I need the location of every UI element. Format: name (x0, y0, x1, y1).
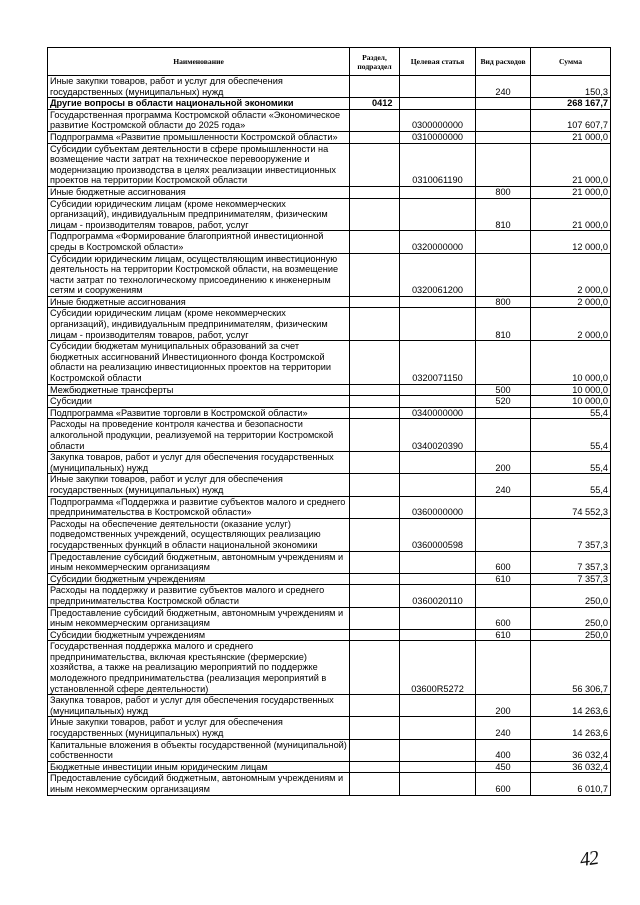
table-row (48, 739, 611, 761)
cell-target: 0320061200 (400, 253, 476, 296)
cell-target: 0320000000 (400, 231, 476, 253)
cell-section (350, 109, 400, 131)
cell-name: Капитальные вложения в объекты государственной (муниципальной) собственности (48, 739, 350, 761)
table-row (48, 496, 611, 518)
cell-section (350, 143, 400, 186)
cell-section (350, 76, 400, 98)
cell-sum: 55,4 (531, 452, 611, 474)
cell-sum: 55,4 (531, 419, 611, 452)
cell-kind: 810 (476, 308, 531, 341)
cell-section (350, 551, 400, 573)
cell-section (350, 419, 400, 452)
table-row (48, 641, 611, 695)
cell-sum: 250,0 (531, 607, 611, 629)
table-row (48, 474, 611, 496)
cell-section (350, 629, 400, 641)
table-row (48, 419, 611, 452)
cell-section (350, 198, 400, 231)
table-row (48, 253, 611, 296)
cell-name: Предоставление субсидий бюджетным, автономным учреждениям и иным некоммерческим организациям (48, 551, 350, 573)
cell-target (400, 296, 476, 308)
table-row (48, 773, 611, 795)
table-row (48, 98, 611, 110)
cell-kind (476, 641, 531, 695)
cell-kind: 600 (476, 551, 531, 573)
cell-kind: 240 (476, 76, 531, 98)
handwritten-page-number: 42 (578, 846, 600, 872)
cell-name: Подпрограмма «Поддержка и развитие субъектов малого и среднего предпринимательства в Костромской области» (48, 496, 350, 518)
cell-target (400, 773, 476, 795)
cell-kind: 500 (476, 384, 531, 396)
cell-target (400, 573, 476, 585)
cell-sum: 36 032,4 (531, 739, 611, 761)
cell-name: Субсидии юридическим лицам (кроме некоммерческих организаций), индивидуальным предпринимателям, физическим лицам - производителям товаров, работ, услуг (48, 308, 350, 341)
table-row (48, 585, 611, 607)
table-row (48, 573, 611, 585)
cell-sum: 150,3 (531, 76, 611, 98)
cell-kind (476, 341, 531, 384)
table-body (48, 76, 611, 796)
column-header-kind: Вид расходов (476, 48, 531, 76)
cell-name: Субсидии субъектам деятельности в сфере промышленности на возмещение части затрат на техническое перевооружение и модернизацию производства в целях реализации инвестиционных проектов на территории Костромской области (48, 143, 350, 186)
cell-name: Расходы на поддержку и развитие субъектов малого и среднего предпринимательства Костромской области (48, 585, 350, 607)
cell-target (400, 198, 476, 231)
cell-section (350, 573, 400, 585)
column-header-sum: Сумма (531, 48, 611, 76)
cell-section (350, 407, 400, 419)
cell-sum: 10 000,0 (531, 341, 611, 384)
cell-target (400, 308, 476, 341)
cell-sum: 56 306,7 (531, 641, 611, 695)
table-row (48, 143, 611, 186)
cell-name: Субсидии бюджетам муниципальных образований за счет бюджетных ассигнований Инвестиционного фонда Костромской области на реализацию инвестиционных проектов на территории Костромской области (48, 341, 350, 384)
cell-section (350, 739, 400, 761)
cell-section (350, 253, 400, 296)
table-row (48, 518, 611, 551)
cell-section (350, 341, 400, 384)
cell-sum: 21 000,0 (531, 186, 611, 198)
cell-target (400, 551, 476, 573)
cell-name: Подпрограмма «Формирование благоприятной инвестиционной среды в Костромской области» (48, 231, 350, 253)
cell-sum: 55,4 (531, 407, 611, 419)
table-row (48, 296, 611, 308)
cell-sum: 12 000,0 (531, 231, 611, 253)
column-header-name: Наименование (48, 48, 350, 76)
cell-name: Иные закупки товаров, работ и услуг для обеспечения государственных (муниципальных) нужд (48, 717, 350, 739)
cell-section (350, 452, 400, 474)
cell-name: Иные бюджетные ассигнования (48, 296, 350, 308)
cell-section (350, 761, 400, 773)
cell-target: 0360000000 (400, 496, 476, 518)
cell-sum: 21 000,0 (531, 198, 611, 231)
cell-target (400, 474, 476, 496)
cell-target (400, 76, 476, 98)
cell-target (400, 452, 476, 474)
table-row (48, 551, 611, 573)
cell-target: 0300000000 (400, 109, 476, 131)
cell-kind (476, 518, 531, 551)
table-row (48, 231, 611, 253)
cell-sum: 10 000,0 (531, 384, 611, 396)
cell-name: Бюджетные инвестиции иным юридическим лицам (48, 761, 350, 773)
cell-kind (476, 131, 531, 143)
cell-sum: 21 000,0 (531, 131, 611, 143)
cell-sum: 55,4 (531, 474, 611, 496)
cell-section (350, 773, 400, 795)
cell-sum: 14 263,6 (531, 717, 611, 739)
cell-kind (476, 231, 531, 253)
cell-name: Государственная программа Костромской области «Экономическое развитие Костромской области до 2025 года» (48, 109, 350, 131)
cell-target: 0340000000 (400, 407, 476, 419)
cell-section (350, 641, 400, 695)
table-row (48, 407, 611, 419)
cell-target: 0320071150 (400, 341, 476, 384)
cell-name: Государственная поддержка малого и среднего предпринимательства, включая крестьянские (фермерские) хозяйства, а также на реализацию мероприятий по поддержке молодежного предпринимательства (реализация мероприятий в установленной сфере деятельности) (48, 641, 350, 695)
cell-section (350, 231, 400, 253)
cell-target (400, 186, 476, 198)
table-row (48, 308, 611, 341)
cell-kind: 800 (476, 296, 531, 308)
cell-name: Предоставление субсидий бюджетным, автономным учреждениям и иным некоммерческим организациям (48, 607, 350, 629)
cell-name: Расходы на проведение контроля качества и безопасности алкогольной продукции, реализуемой на территории Костромской области (48, 419, 350, 452)
cell-kind: 450 (476, 761, 531, 773)
cell-target (400, 629, 476, 641)
cell-kind: 240 (476, 717, 531, 739)
cell-sum: 2 000,0 (531, 296, 611, 308)
column-header-target: Целевая статья (400, 48, 476, 76)
cell-name: Расходы на обеспечение деятельности (оказание услуг) подведомственных учреждений, осуществляющих реализацию государственных функций в области национальной экономики (48, 518, 350, 551)
cell-kind (476, 98, 531, 110)
cell-section (350, 308, 400, 341)
budget-table (47, 47, 611, 796)
table-row (48, 109, 611, 131)
table-row (48, 761, 611, 773)
cell-name: Закупка товаров, работ и услуг для обеспечения государственных (муниципальных) нужд (48, 452, 350, 474)
cell-sum: 36 032,4 (531, 761, 611, 773)
cell-section (350, 396, 400, 408)
cell-sum: 74 552,3 (531, 496, 611, 518)
cell-kind: 600 (476, 607, 531, 629)
cell-kind (476, 496, 531, 518)
table-row (48, 629, 611, 641)
table-header-row (48, 48, 611, 76)
cell-target: 0360000598 (400, 518, 476, 551)
cell-name: Предоставление субсидий бюджетным, автономным учреждениям и иным некоммерческим организациям (48, 773, 350, 795)
table-row (48, 186, 611, 198)
cell-name: Другие вопросы в области национальной экономики (48, 98, 350, 110)
cell-sum: 7 357,3 (531, 518, 611, 551)
table-row (48, 384, 611, 396)
cell-kind: 200 (476, 452, 531, 474)
cell-section (350, 296, 400, 308)
cell-kind: 400 (476, 739, 531, 761)
cell-target (400, 717, 476, 739)
cell-name: Иные бюджетные ассигнования (48, 186, 350, 198)
cell-sum: 268 167,7 (531, 98, 611, 110)
cell-kind (476, 407, 531, 419)
cell-target (400, 98, 476, 110)
column-header-section: Раздел, подраздел (350, 48, 400, 76)
cell-kind: 800 (476, 186, 531, 198)
cell-sum: 250,0 (531, 629, 611, 641)
cell-target (400, 396, 476, 408)
cell-target (400, 384, 476, 396)
cell-target (400, 607, 476, 629)
cell-target: 03600R5272 (400, 641, 476, 695)
cell-section (350, 186, 400, 198)
cell-sum: 2 000,0 (531, 253, 611, 296)
table-row (48, 76, 611, 98)
cell-sum: 10 000,0 (531, 396, 611, 408)
cell-sum: 2 000,0 (531, 308, 611, 341)
cell-kind: 200 (476, 695, 531, 717)
cell-section (350, 384, 400, 396)
cell-sum: 21 000,0 (531, 143, 611, 186)
cell-name: Субсидии юридическим лицам, осуществляющим инвестиционную деятельность на территории Костромской области, на возмещение части затрат по технологическому присоединению к инженерным сетям и сооружениям (48, 253, 350, 296)
cell-kind (476, 109, 531, 131)
table-row (48, 717, 611, 739)
cell-kind: 610 (476, 629, 531, 641)
cell-target: 0310061190 (400, 143, 476, 186)
cell-section (350, 607, 400, 629)
table-row (48, 198, 611, 231)
cell-section (350, 496, 400, 518)
table-row (48, 452, 611, 474)
cell-kind: 810 (476, 198, 531, 231)
cell-kind: 600 (476, 773, 531, 795)
cell-name: Субсидии юридическим лицам (кроме некоммерческих организаций), индивидуальным предпринимателям, физическим лицам - производителям товаров, работ, услуг (48, 198, 350, 231)
cell-sum: 7 357,3 (531, 551, 611, 573)
cell-name: Субсидии бюджетным учреждениям (48, 573, 350, 585)
cell-section (350, 717, 400, 739)
cell-sum: 14 263,6 (531, 695, 611, 717)
cell-name: Субсидии бюджетным учреждениям (48, 629, 350, 641)
cell-name: Иные закупки товаров, работ и услуг для обеспечения государственных (муниципальных) нужд (48, 76, 350, 98)
cell-target (400, 695, 476, 717)
cell-target: 0340020390 (400, 419, 476, 452)
cell-kind: 610 (476, 573, 531, 585)
cell-name: Подпрограмма «Развитие промышленности Костромской области» (48, 131, 350, 143)
cell-section (350, 474, 400, 496)
cell-name: Межбюджетные трансферты (48, 384, 350, 396)
cell-name: Субсидии (48, 396, 350, 408)
table-row (48, 396, 611, 408)
cell-name: Подпрограмма «Развитие торговли в Костромской области» (48, 407, 350, 419)
cell-target: 0360020110 (400, 585, 476, 607)
cell-kind (476, 253, 531, 296)
cell-section (350, 131, 400, 143)
cell-section: 0412 (350, 98, 400, 110)
cell-target (400, 761, 476, 773)
cell-section (350, 695, 400, 717)
cell-kind (476, 419, 531, 452)
cell-target: 0310000000 (400, 131, 476, 143)
cell-target (400, 739, 476, 761)
table-row (48, 695, 611, 717)
cell-kind: 240 (476, 474, 531, 496)
cell-name: Иные закупки товаров, работ и услуг для обеспечения государственных (муниципальных) нужд (48, 474, 350, 496)
cell-name: Закупка товаров, работ и услуг для обеспечения государственных (муниципальных) нужд (48, 695, 350, 717)
cell-sum: 6 010,7 (531, 773, 611, 795)
cell-kind: 520 (476, 396, 531, 408)
cell-sum: 7 357,3 (531, 573, 611, 585)
cell-kind (476, 585, 531, 607)
cell-section (350, 585, 400, 607)
cell-section (350, 518, 400, 551)
cell-sum: 107 607,7 (531, 109, 611, 131)
table-row (48, 607, 611, 629)
table-row (48, 341, 611, 384)
cell-kind (476, 143, 531, 186)
cell-sum: 250,0 (531, 585, 611, 607)
table-row (48, 131, 611, 143)
